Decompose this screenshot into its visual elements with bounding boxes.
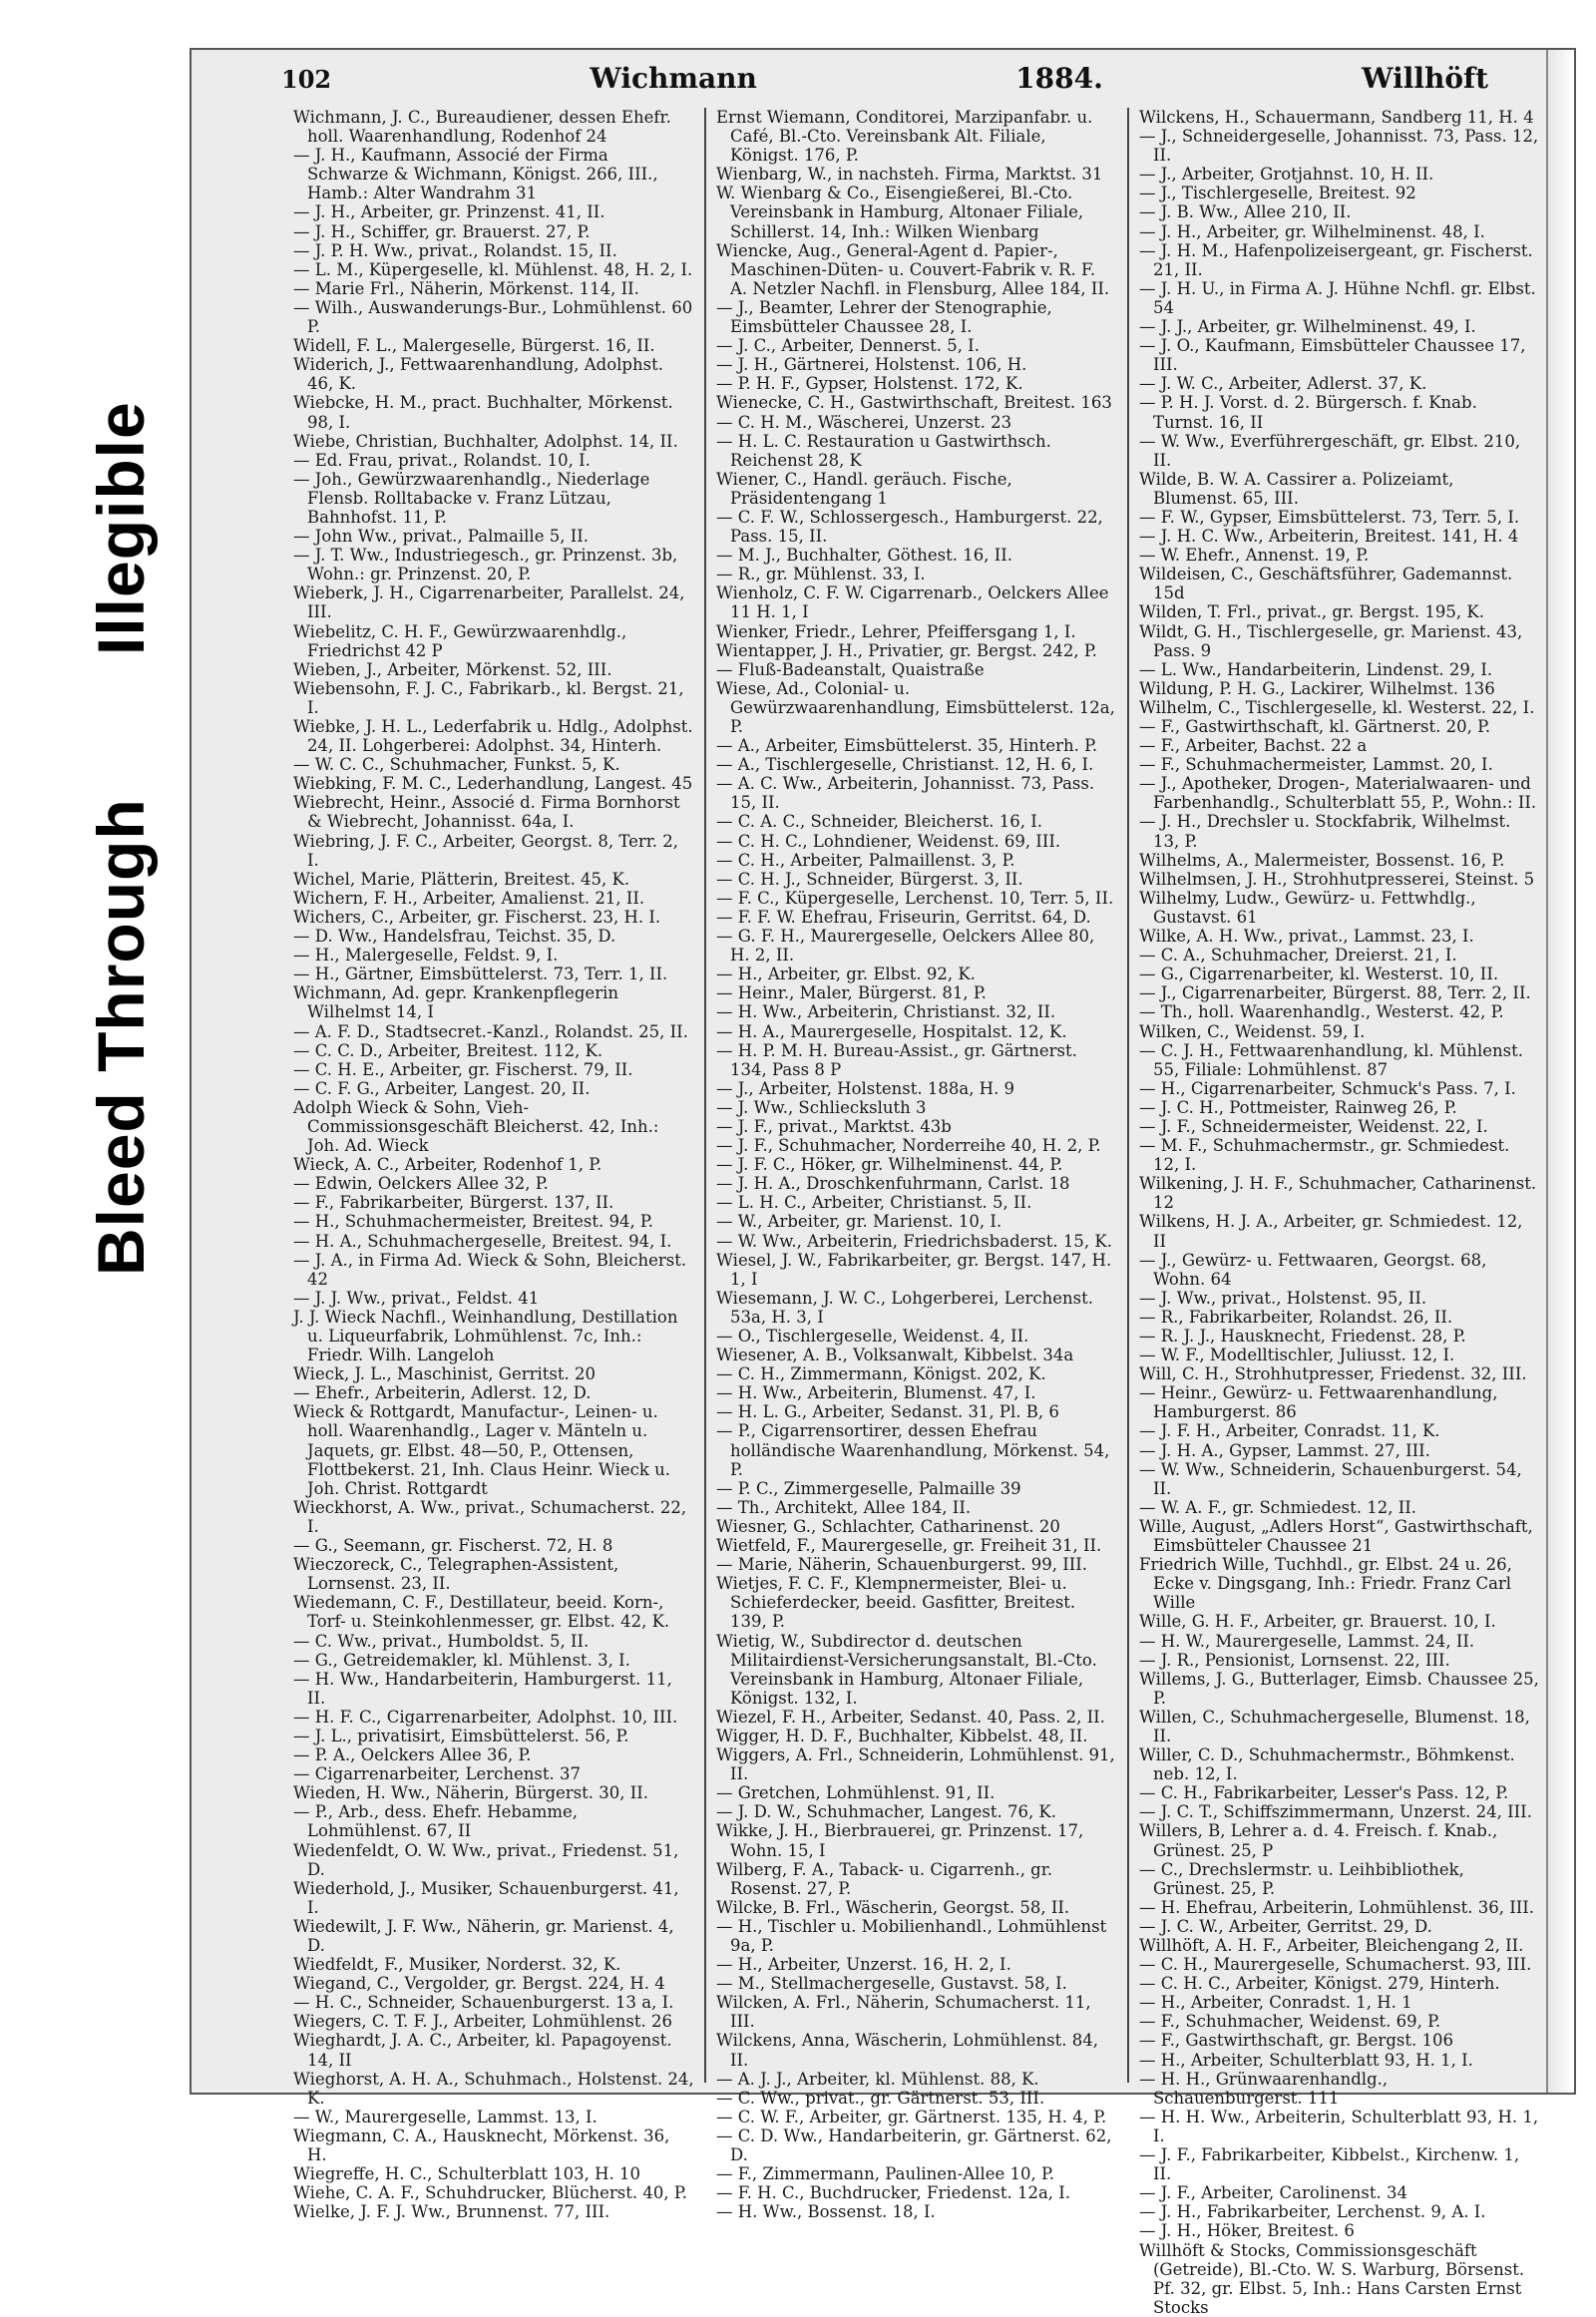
directory-entry: Ernst Wiemann, Conditorei, Marzipanfabr. u. Café, Bl.-Cto. Vereinsbank Alt. Filiale, Königst. 176, P.	[716, 108, 1093, 166]
directory-entry: Willer, C. D., Schuhmachermstr., Böhmkenst. neb. 12, I.	[1139, 1745, 1515, 1784]
directory-entry: — Fluß-Badeanstalt, Quaistraße	[716, 659, 985, 679]
column-middle	[704, 108, 1127, 2222]
directory-entry: Wiegers, C. T. F. J., Arbeiter, Lohmühlenst. 26	[293, 2012, 672, 2032]
directory-entry: Wilckens, H., Schauermann, Sandberg 11, H. 4	[1139, 108, 1534, 127]
directory-entry: — W. Ww., Everführergeschäft, gr. Elbst. 210, II.	[1139, 431, 1521, 470]
directory-entry: Wilhelmsen, J. H., Strohhutpresserei, Steinst. 5	[1139, 869, 1535, 889]
header-year: 1884.	[1015, 62, 1103, 95]
directory-entry: — J. H., Schiffer, gr. Brauerst. 27, P.	[293, 221, 591, 241]
directory-entry: — G. F. H., Maurergeselle, Oelckers Allee 80, H. 2, II.	[716, 927, 1095, 965]
directory-entry: — A. J. J., Arbeiter, kl. Mühlenst. 88, K.	[716, 2069, 1039, 2089]
directory-entry: — J., Beamter, Lehrer der Stenographie, Eimsbütteler Chaussee 28, I.	[716, 297, 1052, 337]
directory-entry: Widerich, J., Fettwaarenhandlung, Adolphst. 46, K.	[293, 355, 663, 394]
directory-entry: — H., Arbeiter, Schulterblatt 93, H. 1, I.	[1139, 2050, 1473, 2070]
directory-entry: — C. H. E., Arbeiter, gr. Fischerst. 79, II.	[293, 1059, 633, 1079]
directory-entry: Wienholz, C. F. W. Cigarrenarb., Oelckers Allee 11 H. 1, I	[716, 583, 1109, 622]
directory-entry: — G., Seemann, gr. Fischerst. 72, H. 8	[293, 1536, 613, 1556]
directory-entry: Wille, August, „Adlers Horst“, Gastwirthschaft, Eimsbütteler Chaussee 21	[1139, 1516, 1533, 1556]
directory-entry: Wieckhorst, A. Ww., privat., Schumacherst. 22, I.	[293, 1497, 687, 1536]
directory-entry: — J. R., Pensionist, Lornsenst. 22, III.	[1139, 1650, 1450, 1670]
directory-columns	[283, 108, 1550, 2317]
directory-entry: — J. C. H., Pottmeister, Rainweg 26, P.	[1139, 1097, 1457, 1117]
directory-entry: — W. Ww., Schneiderin, Schauenburgerst. 54, II.	[1139, 1459, 1522, 1498]
directory-entry: — P. H. F., Gypser, Holstenst. 172, K.	[716, 374, 1023, 394]
directory-entry: — F., Schuhmacher, Weidenst. 69, P.	[1139, 2012, 1441, 2032]
directory-entry: — L. Ww., Handarbeiterin, Lindenst. 29, I.	[1139, 659, 1493, 679]
directory-entry: Wilhelms, A., Malermeister, Bossenst. 16, P.	[1139, 850, 1505, 870]
directory-entry: — J. C. T., Schiffszimmermann, Unzerst. 24, III.	[1139, 1802, 1532, 1822]
directory-entry: — H. Ww., Bossenst. 18, I.	[716, 2202, 936, 2222]
directory-entry: Wilhelmy, Ludw., Gewürz- u. Fettwhdlg., Gustavst. 61	[1139, 888, 1476, 927]
directory-entry: — C. H. J., Schneider, Bürgerst. 3, II.	[716, 869, 1023, 889]
directory-entry: — C. Ww., privat., Humboldst. 5, II.	[293, 1631, 590, 1651]
directory-entry: — J., Arbeiter, Holstenst. 188a, H. 9	[716, 1078, 1015, 1098]
directory-entry: — R., Fabrikarbeiter, Rolandst. 26, II.	[1139, 1307, 1453, 1327]
directory-entry: Wietfeld, F., Maurergeselle, gr. Freiheit 31, II.	[716, 1536, 1102, 1556]
directory-entry: Wieberk, J. H., Cigarrenarbeiter, Parallelst. 24, III.	[293, 583, 685, 622]
directory-entry: Wieghardt, J. A. C., Arbeiter, kl. Papagoyenst. 14, II	[293, 2031, 672, 2070]
directory-entry: — J. H., Drechsler u. Stockfabrik, Wilhelmst. 13, P.	[1139, 812, 1511, 851]
directory-entry: — H. Ww., Arbeiterin, Christianst. 32, II.	[716, 1002, 1056, 1022]
directory-entry: — C. H., Fabrikarbeiter, Lesser's Pass. 12, P.	[1139, 1783, 1509, 1803]
directory-entry: — A. F. D., Stadtsecret.-Kanzl., Rolandst. 25, II.	[293, 1021, 688, 1041]
directory-entry: — John Ww., privat., Palmaille 5, II.	[293, 527, 589, 547]
directory-entry: Wiedewilt, J. F. Ww., Näherin, gr. Marienst. 4, D.	[293, 1916, 674, 1955]
directory-entry: — W. A. F., gr. Schmiedest. 12, II.	[1139, 1497, 1416, 1517]
directory-entry: — C. H., Zimmermann, Königst. 202, K.	[716, 1364, 1046, 1384]
directory-entry: Wieck, J. L., Maschinist, Gerritst. 20	[293, 1364, 597, 1384]
header-right-word: Willhöft	[1362, 62, 1488, 95]
directory-entry: Wildt, G. H., Tischlergeselle, gr. Marienst. 43, Pass. 9	[1139, 621, 1523, 660]
directory-entry: — Marie, Näherin, Schauenburgerst. 99, III.	[716, 1555, 1088, 1575]
directory-entry: — F., Gastwirthschaft, gr. Bergst. 106	[1139, 2031, 1453, 2051]
directory-entry: Willers, B, Lehrer a. d. 4. Freisch. f. Knab., Grünest. 25, P	[1139, 1821, 1498, 1860]
directory-entry: — Cigarrenarbeiter, Lerchenst. 37	[293, 1764, 581, 1784]
directory-entry: — F., Gastwirthschaft, kl. Gärtnerst. 20, P.	[1139, 717, 1491, 736]
directory-entry: — J. H., Fabrikarbeiter, Lerchenst. 9, A. I.	[1139, 2202, 1486, 2222]
directory-entry: — C. F. W., Schlossergesch., Hamburgerst. 22, Pass. 15, II.	[716, 507, 1103, 547]
directory-entry: Wille, G. H. F., Arbeiter, gr. Brauerst. 10, I.	[1139, 1612, 1496, 1632]
directory-entry: — H., Schuhmachermeister, Breitest. 94, P.	[293, 1212, 653, 1232]
page-edge	[1546, 50, 1574, 2093]
directory-entry: — J. C. W., Arbeiter, Gerritst. 29, D.	[1139, 1916, 1432, 1936]
directory-entry: Wiezel, F. H., Arbeiter, Sedanst. 40, Pass. 2, II.	[716, 1707, 1105, 1727]
directory-entry: — G., Cigarrenarbeiter, kl. Westerst. 10, II.	[1139, 965, 1499, 984]
directory-entry: — Heinr., Maler, Bürgerst. 81, P.	[716, 983, 987, 1003]
directory-entry: — O., Tischlergeselle, Weidenst. 4, II.	[716, 1327, 1029, 1346]
directory-entry: Wiesener, A. B., Volksanwalt, Kibbelst. 34a	[716, 1346, 1074, 1365]
directory-entry: Wichern, F. H., Arbeiter, Amalienst. 21, II.	[293, 888, 645, 908]
scanned-page	[190, 48, 1576, 2317]
directory-entry: — J. J., Arbeiter, gr. Wilhelminenst. 49, I.	[1139, 317, 1476, 337]
directory-entry: Will, C. H., Strohhutpresser, Friedenst. 32, III.	[1139, 1364, 1527, 1384]
directory-entry: — Wilh., Auswanderungs-Bur., Lohmühlenst. 60 P.	[293, 297, 693, 337]
directory-entry: — H., Arbeiter, Conradst. 1, H. 1	[1139, 1993, 1412, 2013]
directory-entry: — W., Arbeiter, gr. Marienst. 10, I.	[716, 1212, 1002, 1232]
directory-entry: — H. A., Maurergeselle, Hospitalst. 12, K.	[716, 1021, 1067, 1041]
directory-entry: Wieden, H. Ww., Näherin, Bürgerst. 30, II.	[293, 1783, 649, 1803]
directory-entry: Wieghorst, A. H. A., Schuhmach., Holstenst. 24, K.	[293, 2069, 694, 2108]
directory-entry: — H., Arbeiter, gr. Elbst. 92, K.	[716, 965, 976, 984]
directory-entry: Wikke, J. H., Bierbrauerei, gr. Prinzenst. 17, Wohn. 15, I	[716, 1821, 1084, 1860]
directory-entry: — Gretchen, Lohmühlenst. 91, II.	[716, 1783, 996, 1803]
directory-entry: Widell, F. L., Malergeselle, Bürgerst. 16, II.	[293, 336, 655, 356]
directory-entry: — P. H. J. Vorst. d. 2. Bürgersch. f. Knab. Turnst. 16, II	[1139, 393, 1477, 432]
directory-entry: Wiencke, Aug., General-Agent d. Papier-, Maschinen-Düten- u. Couvert-Fabrik v. R. F. A. Netzler Nachfl. in Flensburg, Allee 184, II.	[716, 240, 1110, 298]
directory-entry: Wichmann, Ad. gepr. Krankenpflegerin Wilhelmst 14, I	[293, 983, 618, 1022]
directory-entry: — Marie Frl., Näherin, Mörkenst. 114, II.	[293, 278, 639, 298]
directory-entry: — F. W., Gypser, Eimsbüttelerst. 73, Terr. 5, I.	[1139, 507, 1520, 527]
directory-entry: — Ed. Frau, privat., Rolandst. 10, I.	[293, 450, 591, 470]
directory-entry: — H., Malergeselle, Feldst. 9, I.	[293, 946, 559, 965]
directory-entry: — Edwin, Oelckers Allee 32, P.	[293, 1174, 549, 1194]
directory-entry: Wilhelm, C., Tischlergeselle, kl. Westerst. 22, I.	[1139, 697, 1535, 717]
directory-entry: — C. D. Ww., Handarbeiterin, gr. Gärtnerst. 62, D.	[716, 2125, 1112, 2165]
directory-entry: — H. L. C. Restauration u Gastwirthsch. Reichenst 28, K	[716, 431, 1051, 470]
directory-entry: Wilkening, J. H. F., Schuhmacher, Catharinenst. 12	[1139, 1174, 1537, 1213]
directory-entry: Wiebensohn, F. J. C., Fabrikarb., kl. Bergst. 21, I.	[293, 678, 684, 717]
directory-entry: — H. W., Maurergeselle, Lammst. 24, II.	[1139, 1631, 1475, 1651]
directory-entry: — C. A. C., Schneider, Bleicherst. 16, I.	[716, 812, 1042, 832]
directory-entry: — H. H., Grünwaarenhandlg., Schauenburgerst. 111	[1139, 2069, 1389, 2108]
directory-entry: — F. H. C., Buchdrucker, Friedenst. 12a, I.	[716, 2183, 1071, 2203]
directory-entry: Wilkens, H. J. A., Arbeiter, gr. Schmiedest. 12, II	[1139, 1212, 1523, 1251]
directory-entry: — Heinr., Gewürz- u. Fettwaarenhandlung, Hamburgerst. 86	[1139, 1383, 1498, 1422]
directory-entry: — C. A., Schuhmacher, Dreierst. 21, I.	[1139, 946, 1457, 965]
directory-entry: Willems, J. G., Butterlager, Eimsb. Chaussee 25, P.	[1139, 1669, 1539, 1708]
directory-entry: — H., Tischler u. Mobilienhandl., Lohmühlenst 9a, P.	[716, 1916, 1107, 1955]
directory-entry: — C. C. D., Arbeiter, Breitest. 112, K.	[293, 1040, 603, 1060]
bleed-through-label: Bleed Through	[84, 798, 158, 1277]
directory-entry: Adolph Wieck & Sohn, Vieh-Commissionsgeschäft Bleicherst. 42, Inh.: Joh. Ad. Wieck	[293, 1097, 659, 1156]
directory-entry: Wiebelitz, C. H. F., Gewürzwaarenhdlg., Friedrichst 42 P	[293, 621, 627, 660]
header-left-word: Wichmann	[590, 62, 757, 95]
directory-entry: Wiedenfeldt, O. W. Ww., privat., Friedenst. 51, D.	[293, 1840, 679, 1879]
directory-entry: J. J. Wieck Nachfl., Weinhandlung, Destillation u. Liqueurfabrik, Lohmühlenst. 7c, Inh.: Friedr. Wilh. Langeloh	[293, 1307, 678, 1365]
directory-entry: — C. H., Arbeiter, Palmaillenst. 3, P.	[716, 850, 1015, 870]
directory-entry: Wilke, A. H. Ww., privat., Lammst. 23, I.	[1139, 927, 1474, 947]
directory-entry: — J., Schneidergeselle, Johannisst. 73, Pass. 12, II.	[1139, 127, 1539, 166]
directory-entry: — C. H. M., Wäscherei, Unzerst. 23	[716, 412, 1012, 432]
directory-entry: — L. M., Küpergeselle, kl. Mühlenst. 48, H. 2, I.	[293, 259, 693, 279]
directory-entry: Wiese, Ad., Colonial- u. Gewürzwaarenhandlung, Eimsbüttelerst. 12a, P.	[716, 678, 1115, 736]
directory-entry: Wiesemann, J. W. C., Lohgerberei, Lerchenst. 53a, H. 3, I	[716, 1288, 1094, 1327]
directory-entry: — C. H., Maurergeselle, Schumacherst. 93, III.	[1139, 1955, 1532, 1975]
directory-entry: — J. P. H. Ww., privat., Rolandst. 15, II.	[293, 240, 617, 260]
directory-entry: Wilcken, A. Frl., Näherin, Schumacherst. 11, III.	[716, 1993, 1091, 2032]
directory-entry: Wichers, C., Arbeiter, gr. Fischerst. 23, H. I.	[293, 907, 661, 927]
directory-entry: — W., Maurergeselle, Lammst. 13, I.	[293, 2107, 598, 2126]
directory-entry: — F. F. W. Ehefrau, Friseurin, Gerritst. 64, D.	[716, 907, 1091, 927]
directory-entry: — H. L. G., Arbeiter, Sedanst. 31, Pl. B, 6	[716, 1402, 1059, 1422]
directory-entry: — Th., holl. Waarenhandlg., Westerst. 42, P.	[1139, 1002, 1504, 1022]
directory-entry: — C. J. H., Fettwaarenhandlung, kl. Mühlenst. 55, Filiale: Lohmühlenst. 87	[1139, 1040, 1524, 1079]
directory-entry: Wietig, W., Subdirector d. deutschen Militairdienst-Versicherungsanstalt, Bl.-Cto. Vereinsbank in Hamburg, Altonaer Filiale, Königst. 132, I.	[716, 1631, 1097, 1708]
directory-entry: — J. H., Gärtnerei, Holstenst. 106, H.	[716, 355, 1027, 375]
directory-entry: — J. H., Kaufmann, Associé der Firma Schwarze & Wichmann, Königst. 266, III., Hamb.: Alter Wandrahm 31	[293, 146, 658, 203]
directory-entry: — H. F. C., Cigarrenarbeiter, Adolphst. 10, III.	[293, 1707, 678, 1727]
directory-entry: Wiebcke, H. M., pract. Buchhalter, Mörkenst. 98, I.	[293, 393, 673, 432]
directory-entry: — P. A., Oelckers Allee 36, P.	[293, 1745, 532, 1765]
directory-entry: — J. W. C., Arbeiter, Adlerst. 37, K.	[1139, 374, 1427, 394]
directory-entry: — G., Getreidemakler, kl. Mühlenst. 3, I.	[293, 1650, 630, 1670]
directory-entry: Wiesel, J. W., Fabrikarbeiter, gr. Bergst. 147, H. 1, I	[716, 1250, 1112, 1289]
directory-entry: Wientapper, J. H., Privatier, gr. Bergst. 242, P.	[716, 640, 1097, 660]
directory-entry: — F., Schuhmachermeister, Lammst. 20, I.	[1139, 755, 1493, 775]
directory-entry: Wilden, T. Frl., privat., gr. Bergst. 195, K.	[1139, 602, 1484, 622]
directory-entry: Wieck, A. C., Arbeiter, Rodenhof 1, P.	[293, 1155, 602, 1175]
directory-entry: — J. L., privatisirt, Eimsbüttelerst. 56, P.	[293, 1726, 629, 1745]
directory-entry: Wildung, P. H. G., Lackirer, Wilhelmst. 136	[1139, 678, 1495, 698]
directory-entry: — J. H., Höker, Breitest. 6	[1139, 2221, 1355, 2241]
directory-entry: Wilberg, F. A., Taback- u. Cigarrenh., gr. Rosenst. 27, P.	[716, 1859, 1053, 1898]
directory-entry: — J. F. C., Höker, gr. Wilhelminenst. 44, P.	[716, 1155, 1063, 1175]
directory-entry: — F., Arbeiter, Bachst. 22 a	[1139, 736, 1368, 756]
directory-entry: Wildeisen, C., Geschäftsführer, Gademannst. 15d	[1139, 565, 1513, 603]
directory-entry: — J. C., Arbeiter, Dennerst. 5, I.	[716, 336, 980, 356]
page-header	[281, 62, 1488, 104]
directory-entry: — J. Ww., Schliecksluth 3	[716, 1097, 927, 1117]
directory-entry: Wiedemann, C. F., Destillateur, beeid. Korn-, Torf- u. Steinkohlenmesser, gr. Elbst. 42, K.	[293, 1593, 670, 1632]
directory-entry: Wiesner, G., Schlachter, Catharinenst. 20	[716, 1516, 1060, 1536]
directory-entry: Wilcke, B. Frl., Wäscherin, Georgst. 58, II.	[716, 1897, 1070, 1917]
directory-entry: — H. Ww., Handarbeiterin, Hamburgerst. 11, II.	[293, 1669, 672, 1708]
directory-entry: Wielke, J. F. J. Ww., Brunnenst. 77, III.	[293, 2202, 610, 2222]
directory-entry: — C. H. C., Lohndiener, Weidenst. 69, III.	[716, 831, 1061, 851]
directory-entry: — J. H., Arbeiter, gr. Wilhelminenst. 48, I.	[1139, 221, 1485, 241]
directory-entry: Wiegmann, C. A., Hausknecht, Mörkenst. 36, H.	[293, 2125, 670, 2165]
directory-entry: Wieczoreck, C., Telegraphen-Assistent, Lornsenst. 23, II.	[293, 1555, 619, 1594]
directory-entry: — A., Arbeiter, Eimsbüttelerst. 35, Hinterh. P.	[716, 736, 1098, 756]
directory-entry: — J. F., Schneidermeister, Weidenst. 22, I.	[1139, 1116, 1488, 1136]
directory-entry: — F., Fabrikarbeiter, Bürgerst. 137, II.	[293, 1193, 614, 1213]
directory-entry: Wienker, Friedr., Lehrer, Pfeiffersgang 1, I.	[716, 621, 1076, 641]
directory-entry: — H., Arbeiter, Unzerst. 16, H. 2, I.	[716, 1955, 1011, 1975]
directory-entry: Wienecke, C. H., Gastwirthschaft, Breitest. 163	[716, 393, 1112, 413]
directory-entry: Friedrich Wille, Tuchhdl., gr. Elbst. 24 u. 26, Ecke v. Dingsgang, Inh.: Friedr. Franz Carl Wille	[1139, 1555, 1512, 1613]
directory-entry: — D. Ww., Handelsfrau, Teichst. 35, D.	[293, 927, 616, 947]
directory-entry: — Ehefr., Arbeiterin, Adlerst. 12, D.	[293, 1383, 592, 1403]
directory-entry: — W. Ehefr., Annenst. 19, P.	[1139, 546, 1370, 566]
directory-entry: — J. H. U., in Firma A. J. Hühne Nchfl. gr. Elbst. 54	[1139, 278, 1536, 317]
directory-entry: — H. C., Schneider, Schauenburgerst. 13 a, I.	[293, 1993, 674, 2013]
directory-entry: — P., Cigarrensortirer, dessen Ehefrau holländische Waarenhandlung, Mörkenst. 54, P.	[716, 1421, 1110, 1479]
directory-entry: Wieben, J., Arbeiter, Mörkenst. 52, III.	[293, 659, 612, 679]
directory-entry: — J. J. Ww., privat., Feldst. 41	[293, 1288, 540, 1308]
directory-entry: — W. Ww., Arbeiterin, Friedrichsbaderst. 15, K.	[716, 1231, 1112, 1251]
directory-entry: — C. F. G., Arbeiter, Langest. 20, II.	[293, 1078, 591, 1098]
directory-entry: Wilken, C., Weidenst. 59, I.	[1139, 1021, 1366, 1041]
directory-entry: Willen, C., Schuhmachergeselle, Blumenst. 18, II.	[1139, 1707, 1530, 1745]
directory-entry: — J. D. W., Schuhmacher, Langest. 76, K.	[716, 1802, 1057, 1822]
directory-entry: — M., Stellmachergeselle, Gustavst. 58, I.	[716, 1974, 1067, 1994]
directory-entry: — J. F., Schuhmacher, Norderreihe 40, H. 2, P.	[716, 1136, 1101, 1156]
directory-entry: — J. F. H., Arbeiter, Conradst. 11, K.	[1139, 1421, 1440, 1441]
directory-entry: — W. F., Modelltischler, Juliusst. 12, I.	[1139, 1346, 1455, 1365]
directory-entry: — C., Drechslermstr. u. Leihbibliothek, Grünest. 25, P.	[1139, 1859, 1464, 1898]
directory-entry: Wilckens, Anna, Wäscherin, Lohmühlenst. 84, II.	[716, 2031, 1098, 2070]
directory-entry: Wienbarg, W., in nachsteh. Firma, Marktst. 31	[716, 165, 1103, 185]
directory-entry: — R. J. J., Hausknecht, Friedenst. 28, P.	[1139, 1327, 1466, 1346]
directory-entry: Wiebrecht, Heinr., Associé d. Firma Bornhorst & Wiebrecht, Johannisst. 64a, I.	[293, 793, 680, 832]
directory-entry: Wiegreffe, H. C., Schulterblatt 103, H. 10	[293, 2164, 640, 2184]
page-number: 102	[281, 65, 332, 94]
directory-entry: Wiebke, J. H. L., Lederfabrik u. Hdlg., Adolphst. 24, II. Lohgerberei: Adolphst. 34, Hinterh.	[293, 717, 693, 756]
illegible-label: Illegible	[84, 401, 158, 656]
directory-entry: Wichmann, J. C., Bureaudiener, dessen Ehefr. holl. Waarenhandlung, Rodenhof 24	[293, 108, 671, 147]
directory-entry: — H. A., Schuhmachergeselle, Breitest. 94, I.	[293, 1231, 672, 1251]
directory-entry: — J. Ww., privat., Holstenst. 95, II.	[1139, 1288, 1427, 1308]
directory-entry: Wiegand, C., Vergolder, gr. Bergst. 224, H. 4	[293, 1974, 665, 1994]
directory-entry: — M. J., Buchhalter, Göthest. 16, II.	[716, 546, 1013, 566]
directory-entry: — H. Ww., Arbeiterin, Blumenst. 47, I.	[716, 1383, 1036, 1403]
directory-entry: — H. H. Ww., Arbeiterin, Schulterblatt 93, H. 1, I.	[1139, 2107, 1539, 2145]
directory-entry: — A. C. Ww., Arbeiterin, Johannisst. 73, Pass. 15, II.	[716, 774, 1095, 813]
directory-entry: Wiehe, C. A. F., Schuhdrucker, Blücherst. 40, P.	[293, 2183, 687, 2203]
directory-entry: Wiederhold, J., Musiker, Schauenburgerst. 41, I.	[293, 1878, 679, 1917]
directory-entry: — J., Cigarrenarbeiter, Bürgerst. 88, Terr. 2, II.	[1139, 983, 1531, 1003]
directory-entry: Wiebe, Christian, Buchhalter, Adolphst. 14, II.	[293, 431, 678, 451]
directory-entry: — L. H. C., Arbeiter, Christianst. 5, II.	[716, 1193, 1032, 1213]
directory-entry: — A., Tischlergeselle, Christianst. 12, H. 6, I.	[716, 755, 1094, 775]
directory-entry: — C. Ww., privat., gr. Gärtnerst. 53, III.	[716, 2088, 1045, 2108]
directory-entry: — P. C., Zimmergeselle, Palmaille 39	[716, 1478, 1021, 1498]
directory-entry: Wiggers, A. Frl., Schneiderin, Lohmühlenst. 91, II.	[716, 1745, 1115, 1784]
directory-entry: — J. F., privat., Marktst. 43b	[716, 1116, 952, 1136]
directory-entry: — J., Tischlergeselle, Breitest. 92	[1139, 184, 1416, 203]
directory-entry: Wietjes, F. C. F., Klempnermeister, Blei- u. Schieferdecker, beeid. Gasfitter, Breitest. 139, P.	[716, 1574, 1076, 1632]
directory-entry: — J., Arbeiter, Grotjahnst. 10, H. II.	[1139, 165, 1434, 185]
directory-entry: Wiebking, F. M. C., Lederhandlung, Langest. 45	[293, 774, 693, 794]
directory-entry: — J. H., Arbeiter, gr. Prinzenst. 41, II.	[293, 202, 605, 222]
directory-entry: — J. A., in Firma Ad. Wieck & Sohn, Bleicherst. 42	[293, 1250, 687, 1289]
directory-entry: — M. F., Schuhmachermstr., gr. Schmiedest. 12, I.	[1139, 1136, 1510, 1175]
directory-entry: — J. F., Fabrikarbeiter, Kibbelst., Kirchenw. 1, II.	[1139, 2145, 1520, 2184]
directory-entry: — J., Gewürz- u. Fettwaaren, Georgst. 68, Wohn. 64	[1139, 1250, 1487, 1289]
directory-entry: — J. B. Ww., Allee 210, II.	[1139, 202, 1352, 222]
directory-entry: — P., Arb., dess. Ehefr. Hebamme, Lohmühlenst. 67, II	[293, 1802, 579, 1841]
directory-entry: — H. P. M. H. Bureau-Assist., gr. Gärtnerst. 134, Pass 8 P	[716, 1040, 1077, 1079]
directory-entry: Willhöft & Stocks, Commissionsgeschäft (Getreide), Bl.-Cto. W. S. Warburg, Börsenst. Pf. 32, gr. Elbst. 5, Inh.: Hans Carsten Ernst Stocks	[1139, 2240, 1525, 2317]
directory-entry: W. Wienbarg & Co., Eisengießerei, Bl.-Cto. Vereinsbank in Hamburg, Altonaer Filiale, Schillerst. 14, Inh.: Wilken Wienbarg	[716, 184, 1084, 241]
directory-entry: — F. C., Küpergeselle, Lerchenst. 10, Terr. 5, II.	[716, 888, 1114, 908]
directory-entry: — W. C. C., Schuhmacher, Funkst. 5, K.	[293, 755, 620, 775]
directory-entry: — H., Cigarrenarbeiter, Schmuck's Pass. 7, I.	[1139, 1078, 1516, 1098]
directory-entry: — J., Apotheker, Drogen-, Materialwaaren- und Farbenhandlg., Schulterblatt 55, P., Wohn.: II.	[1139, 774, 1537, 813]
directory-entry: — C. W. F., Arbeiter, gr. Gärtnerst. 135, H. 4, P.	[716, 2107, 1107, 2126]
directory-entry: — J. H. C. Ww., Arbeiterin, Breitest. 141, H. 4	[1139, 527, 1519, 547]
directory-entry: — J. H. A., Droschkenfuhrmann, Carlst. 18	[716, 1174, 1070, 1194]
column-left	[283, 108, 704, 2222]
directory-entry: — J. O., Kaufmann, Eimsbütteler Chaussee 17, III.	[1139, 336, 1526, 375]
directory-entry: Willhöft, A. H. F., Arbeiter, Bleichengang 2, II.	[1139, 1936, 1524, 1955]
directory-entry: Wiedfeldt, F., Musiker, Norderst. 32, K.	[293, 1955, 621, 1975]
directory-entry: — C. H. C., Arbeiter, Königst. 279, Hinterh.	[1139, 1974, 1500, 1994]
directory-entry: — Th., Architekt, Allee 184, II.	[716, 1497, 972, 1517]
column-right	[1127, 108, 1550, 2317]
directory-entry: — J. H. M., Hafenpolizeisergeant, gr. Fischerst. 21, II.	[1139, 240, 1533, 279]
directory-entry: Wigger, H. D. F., Buchhalter, Kibbelst. 48, II.	[716, 1726, 1088, 1745]
directory-entry: — F., Zimmermann, Paulinen-Allee 10, P.	[716, 2164, 1054, 2184]
directory-entry: — Joh., Gewürzwaarenhandlg., Niederlage Flensb. Rolltabacke v. Franz Lützau, Bahnhofst. 11, P.	[293, 469, 650, 527]
directory-entry: — H., Gärtner, Eimsbüttelerst. 73, Terr. 1, II.	[293, 965, 668, 984]
directory-entry: Wilde, B. W. A. Cassirer a. Polizeiamt, Blumenst. 65, III.	[1139, 469, 1454, 508]
directory-entry: Wieck & Rottgardt, Manufactur-, Leinen- u. holl. Waarenhandlg., Lager v. Mänteln u. Jaquets, gr. Elbst. 48—50, P., Ottensen, Flottbekerst. 21, Inh. Claus Heinr. Wieck u. Joh. Christ. Rottgardt	[293, 1402, 670, 1498]
directory-entry: Wichel, Marie, Plätterin, Breitest. 45, K.	[293, 869, 630, 889]
directory-entry: — R., gr. Mühlenst. 33, I.	[716, 565, 926, 584]
directory-entry: Wiebring, J. F. C., Arbeiter, Georgst. 8, Terr. 2, I.	[293, 831, 679, 870]
directory-entry: Wiener, C., Handl. geräuch. Fische, Präsidentengang 1	[716, 469, 1012, 508]
directory-entry: — J. F., Arbeiter, Carolinenst. 34	[1139, 2183, 1407, 2203]
directory-entry: — J. H. A., Gypser, Lammst. 27, III.	[1139, 1440, 1430, 1460]
directory-entry: — J. T. Ww., Industriegesch., gr. Prinzenst. 3b, Wohn.: gr. Prinzenst. 20, P.	[293, 546, 678, 584]
directory-entry: — H. Ehefrau, Arbeiterin, Lohmühlenst. 36, III.	[1139, 1897, 1535, 1917]
